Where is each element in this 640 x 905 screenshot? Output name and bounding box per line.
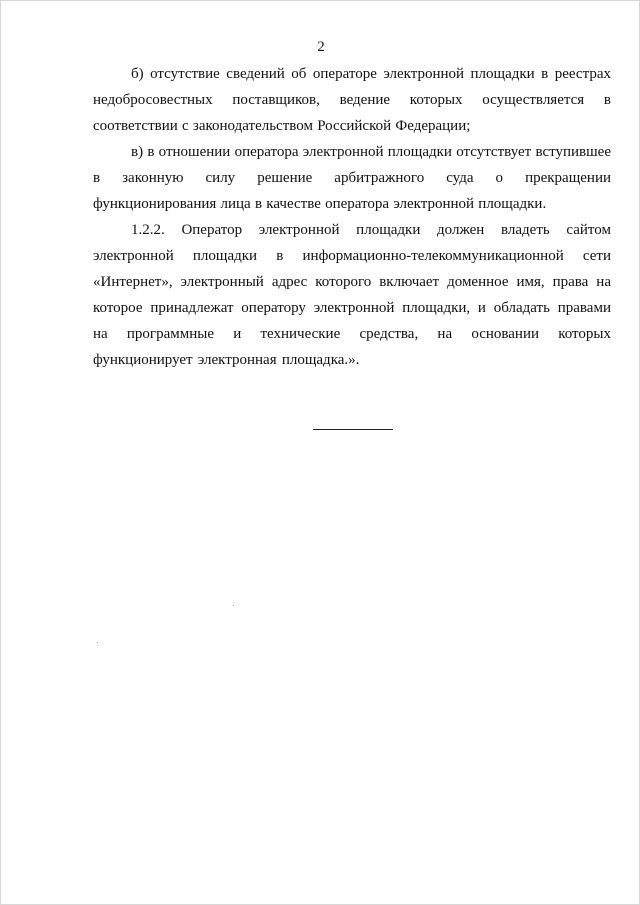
page-number: 2	[317, 39, 325, 55]
document-body	[93, 61, 611, 373]
paragraph-v: в) в отношении оператора электронной площадки отсутствует вступившее в законную силу решение арбитражного суда о прекращении функционирования лица в качестве оператора электронной площадки.	[93, 144, 611, 212]
paragraph-1-2-2: 1.2.2. Оператор электронной площадки должен владеть сайтом электронной площадки в информационно-телекоммуникационной сети «Интернет», электронный адрес которого включает доменное имя, права на которое принадлежат оператору электронной площадки, и обладать правами на программные и технические средства, на основании которых функционирует электронная площадка.».	[93, 222, 611, 368]
scan-speck	[97, 642, 98, 643]
paragraph-b: б) отсутствие сведений об операторе электронной площадки в реестрах недобросовестных поставщиков, ведение которых осуществляется в соответствии с законодательством Российской Федерации;	[93, 66, 611, 134]
end-divider-line	[313, 429, 393, 430]
scan-speck	[233, 605, 234, 606]
